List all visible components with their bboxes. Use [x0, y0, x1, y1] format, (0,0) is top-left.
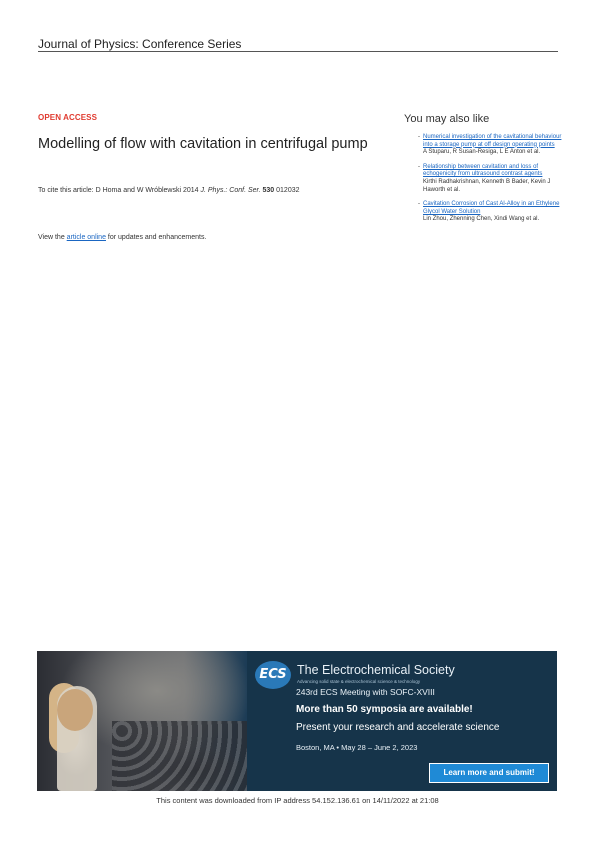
- conference-speaker-photo: [37, 651, 247, 791]
- society-tagline: Advancing solid state & electrochemical science & technology: [297, 679, 421, 684]
- ecs-advertisement-banner[interactable]: [37, 651, 557, 791]
- download-footer: This content was downloaded from IP address 54.152.136.61 on 14/11/2022 at 21:08: [156, 796, 439, 805]
- citation-journal: J. Phys.: Conf. Ser.: [200, 187, 261, 194]
- ecs-logo-icon: ECS: [255, 661, 291, 689]
- view-suffix: for updates and enhancements.: [105, 234, 207, 241]
- citation: [38, 187, 383, 194]
- learn-more-button[interactable]: Learn more and submit!: [429, 763, 549, 783]
- article-title: Modelling of flow with cavitation in centrifugal pump: [38, 136, 368, 152]
- list-bullet: -: [418, 163, 420, 170]
- society-name: The Electrochemical Society: [297, 663, 455, 677]
- journal-name: Journal of Physics: Conference Series: [38, 37, 242, 51]
- related-article-authors: Kirthi Radhakrishnan, Kenneth B Bader, Kevin J Haworth et al.: [423, 178, 551, 193]
- related-article-link[interactable]: Numerical investigation of the cavitational behaviour into a storage pump at off design operating points: [423, 134, 562, 148]
- view-prefix: View the: [38, 234, 67, 241]
- meeting-location-dates: Boston, MA • May 28 – June 2, 2023: [296, 743, 418, 752]
- open-access-label: OPEN ACCESS: [38, 113, 98, 122]
- sidebar-heading: You may also like: [404, 113, 490, 125]
- banner-headline: More than 50 symposia are available!: [296, 704, 473, 715]
- citation-volume: 530: [262, 187, 275, 194]
- related-article-authors: A Stuparu, R Susan-Resiga, L E Anton et al.: [423, 149, 541, 156]
- article-online-link[interactable]: article online: [66, 234, 106, 241]
- citation-number: 012032: [276, 187, 300, 194]
- related-article: [404, 201, 564, 224]
- related-article-authors: Lin Zhou, Zhenning Chen, Xindi Wang et al.: [423, 216, 540, 223]
- list-bullet: -: [418, 134, 420, 140]
- banner-subline: Present your research and accelerate science: [296, 722, 500, 733]
- related-article-link[interactable]: Cavitation Corrosion of Cast Al-Alloy in an Ethylene Glycol Water Solution: [423, 201, 560, 215]
- list-bullet: -: [418, 201, 420, 208]
- meeting-name: 243rd ECS Meeting with SOFC-XVIII: [296, 687, 435, 697]
- citation-prefix: To cite this article: D Homa and W Wróblewski 2014: [38, 187, 201, 194]
- related-article: [404, 164, 564, 194]
- related-article: [404, 134, 564, 157]
- related-articles-sidebar: [404, 113, 564, 231]
- header-rule: [38, 51, 558, 52]
- related-article-link[interactable]: Relationship between cavitation and loss of echogenicity from ultrasound contrast agents: [423, 163, 543, 178]
- view-online-line: [38, 234, 206, 241]
